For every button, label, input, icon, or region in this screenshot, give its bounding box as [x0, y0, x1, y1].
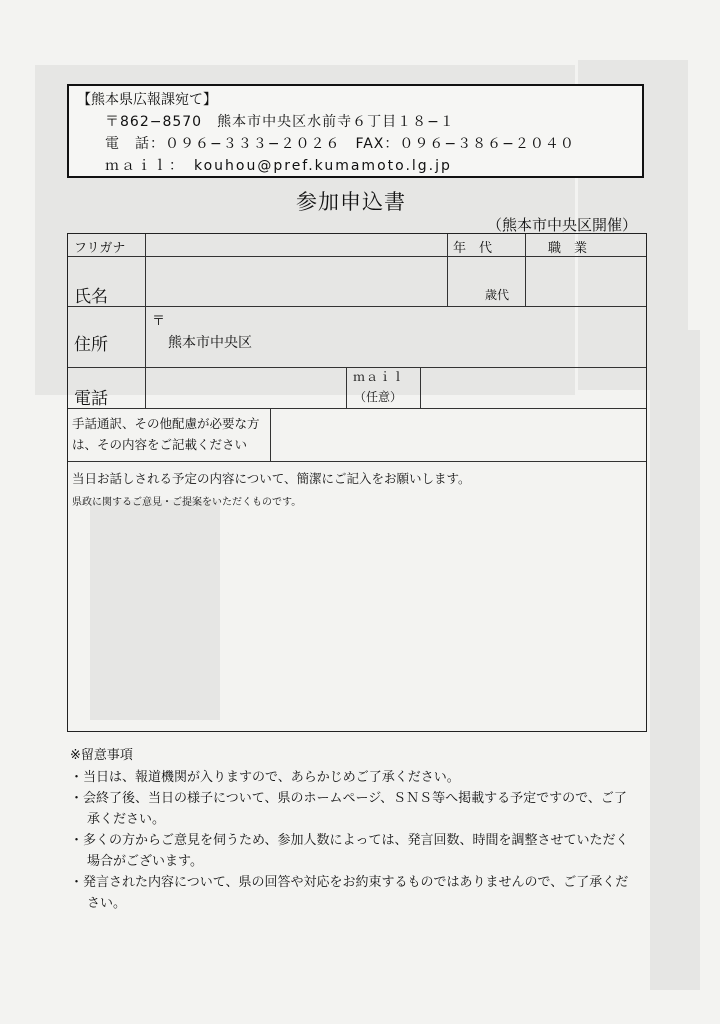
- talk-hint: 県政に関するご意見・ご提案をいただくものです。: [72, 497, 302, 508]
- recipient-address-box: [67, 84, 644, 178]
- mail-label: ｍａｉｌ: [353, 370, 406, 384]
- venue-note: （熊本市中央区開催）: [487, 216, 638, 234]
- form-title: 参加申込書: [296, 190, 406, 214]
- furigana-label: フリガナ: [74, 241, 126, 256]
- accommodation-input[interactable]: [271, 409, 645, 461]
- accommodation-label-line2: は、その内容をご記載ください: [72, 437, 248, 452]
- email-input[interactable]: [421, 368, 645, 408]
- recipient-heading: 【熊本県広報課宛て】: [77, 92, 217, 108]
- job-input[interactable]: [526, 235, 645, 306]
- accommodation-label-line1: 手話通訳、その他配慮が必要な方: [72, 416, 260, 431]
- postal-mark: 〒: [152, 314, 166, 329]
- phone-label: 電話: [74, 389, 108, 409]
- note-item-continuation: さい。: [87, 896, 127, 911]
- email-address: ｍａｉｌ： kouhou@pref.kumamoto.lg.jp: [105, 158, 452, 174]
- application-form: [67, 233, 647, 732]
- address-input[interactable]: [146, 307, 645, 367]
- phone-fax: 電 話：０９６−３３３−２０２６ FAX：０９６−３８６−２０４０: [105, 136, 575, 152]
- address-prefill: 熊本市中央区: [168, 335, 252, 351]
- note-item-continuation: 承ください。: [87, 812, 166, 827]
- bleed-through-strip: [650, 330, 700, 990]
- job-header: 職 業: [548, 241, 588, 256]
- name-label: 氏名: [74, 287, 108, 307]
- name-input[interactable]: [146, 257, 446, 306]
- postal-address: 〒862−8570 熊本市中央区水前寺６丁目１８−１: [105, 114, 455, 130]
- note-item-continuation: 場合がございます。: [87, 854, 203, 869]
- address-label: 住所: [74, 335, 108, 355]
- note-item: ・多くの方からご意見を伺うため、参加人数によっては、発言回数、時間を調整させていただく: [70, 833, 629, 848]
- notes-section: [70, 745, 650, 914]
- talk-content-input[interactable]: [69, 509, 645, 729]
- note-item: ・当日は、報道機関が入りますので、あらかじめご了承ください。: [70, 770, 460, 785]
- age-suffix: 歳代: [485, 288, 510, 302]
- furigana-input[interactable]: [146, 235, 446, 256]
- notes-heading: ※留意事項: [70, 748, 133, 763]
- phone-input[interactable]: [146, 368, 346, 408]
- note-item: ・会終了後、当日の様子について、県のホームページ、ＳＮＳ等へ掲載する予定ですので、ご了: [70, 791, 627, 806]
- mail-optional: （任意）: [354, 390, 403, 404]
- age-input[interactable]: [448, 257, 524, 306]
- age-header: 年 代: [453, 241, 493, 256]
- note-item: ・発言された内容について、県の回答や対応をお約束するものではありませんので、ご了承くだ: [70, 875, 629, 890]
- talk-instruction: 当日お話しされる予定の内容について、簡潔にご記入をお願いします。: [72, 471, 471, 486]
